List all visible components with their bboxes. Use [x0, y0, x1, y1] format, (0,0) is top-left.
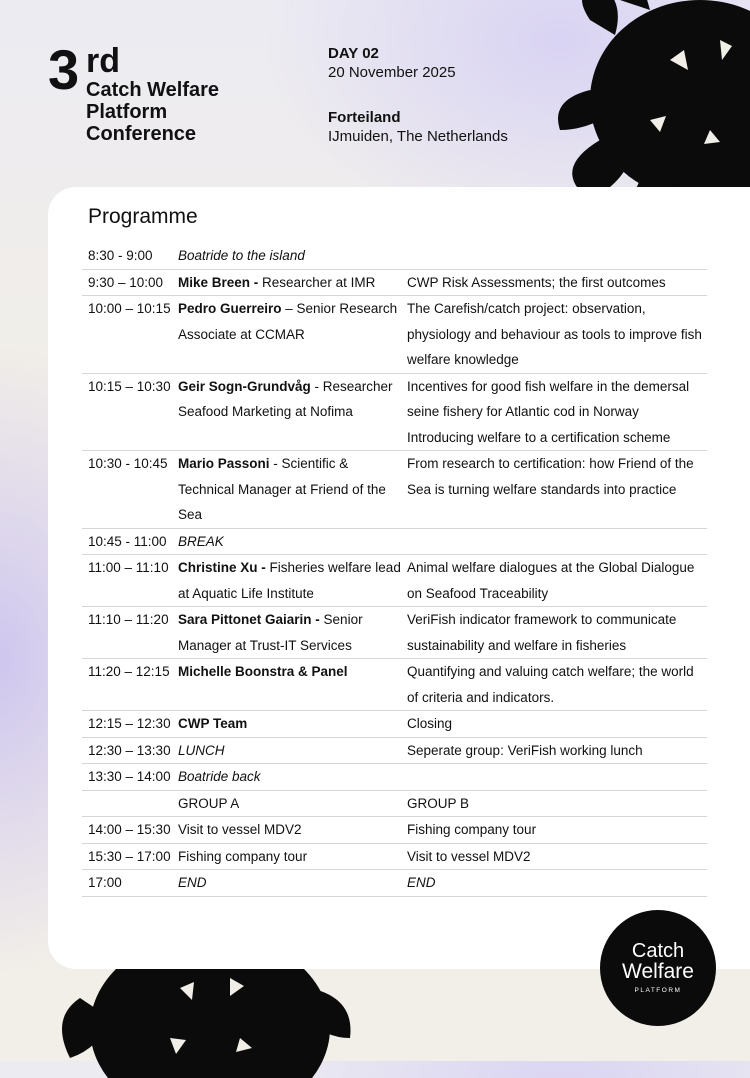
session-time: 14:00 – 15:30	[88, 822, 171, 837]
session-speaker	[178, 764, 407, 791]
speaker-role: – Senior Research Associate at CCMAR	[178, 301, 398, 342]
session-speaker	[178, 373, 407, 451]
session-speaker	[178, 555, 407, 607]
session-time: 11:10 – 11:20	[88, 612, 169, 627]
speaker-role: Boatride back	[178, 769, 261, 784]
session-time: 12:30 – 13:30	[88, 742, 171, 758]
venue-location: IJmuiden, The Netherlands	[328, 128, 508, 145]
speaker-role: - Scientific & Technical Manager at Friend of the Sea	[178, 456, 386, 522]
session-topic: From research to certification: how Friend of the Sea is turning welfare standards into practice	[407, 456, 694, 497]
programme-row	[82, 817, 707, 844]
programme-row	[82, 737, 707, 764]
speaker-name: Michelle Boonstra & Panel	[178, 664, 348, 679]
speaker-role: - Researcher Seafood Marketing at Nofima	[178, 378, 393, 419]
speaker-name: Mike Breen -	[178, 274, 259, 290]
session-time: 11:20 – 12:15	[88, 664, 170, 679]
session-time: 10:00 – 10:15	[88, 301, 171, 316]
session-time: 8:30 - 9:00	[88, 248, 153, 263]
programme-row	[82, 843, 707, 870]
session-topic: Closing	[407, 716, 453, 731]
venue-name: Forteiland	[328, 109, 401, 126]
speaker-role: BREAK	[178, 533, 224, 549]
programme-row	[82, 528, 707, 555]
speaker-name: Mario Passoni	[178, 456, 270, 471]
speaker-name: Christine Xu -	[178, 560, 266, 575]
session-speaker	[178, 528, 407, 555]
session-speaker	[178, 817, 407, 844]
speaker-role: Fishing company tour	[178, 848, 308, 864]
programme-row	[82, 764, 707, 791]
session-speaker	[178, 269, 407, 296]
session-time: 9:30 – 10:00	[88, 274, 164, 290]
programme-row	[82, 296, 707, 374]
logo-line-3: Conference	[86, 123, 197, 145]
speaker-name: Sara Pittonet Gaiarin -	[178, 612, 320, 627]
programme-row	[82, 711, 707, 738]
session-topic	[407, 764, 707, 791]
catch-welfare-platform-logo	[600, 910, 716, 1026]
session-topic: The Carefish/catch project: observation, physiology and behaviour as tools to improve fish welfare knowledge	[407, 301, 702, 367]
session-time	[82, 790, 178, 817]
speaker-role: Fisheries welfare lead at Aquatic Life Institute	[178, 560, 401, 601]
session-speaker	[178, 790, 407, 817]
session-speaker	[178, 737, 407, 764]
session-speaker	[178, 711, 407, 738]
session-topic: END	[407, 875, 436, 890]
speaker-role: GROUP A	[178, 795, 240, 811]
session-speaker	[178, 607, 407, 659]
session-time: 10:15 – 10:30	[88, 378, 171, 394]
session-topic: Visit to vessel MDV2	[407, 848, 531, 864]
programme-row	[82, 373, 707, 451]
session-topic: Fishing company tour	[407, 822, 537, 837]
badge-line-1: Catch	[631, 940, 685, 962]
session-topic: VeriFish indicator framework to communicate sustainability and welfare in fisheries	[407, 612, 677, 653]
speaker-role: LUNCH	[178, 742, 225, 758]
session-topic: GROUP B	[407, 795, 470, 811]
speaker-name: Pedro Guerreiro	[178, 301, 282, 316]
programme-row	[82, 269, 707, 296]
programme-row	[82, 451, 707, 529]
session-speaker	[178, 843, 407, 870]
programme-row	[82, 870, 707, 897]
event-info	[328, 44, 508, 146]
speaker-role: END	[178, 875, 207, 890]
speaker-role: Senior Manager at Trust-IT Services	[178, 612, 363, 653]
speaker-role: Visit to vessel MDV2	[178, 822, 302, 837]
logo-line-2: Platform	[86, 101, 168, 123]
session-topic	[407, 243, 707, 269]
programme-table	[82, 243, 707, 897]
session-topic	[407, 528, 707, 555]
logo-line-1: Catch Welfare	[86, 79, 220, 101]
session-time: 17:00	[88, 875, 122, 890]
programme-card	[48, 187, 750, 969]
session-topic: CWP Risk Assessments; the first outcomes	[407, 274, 666, 290]
speaker-role: Researcher at IMR	[258, 274, 376, 290]
speaker-name: CWP Team	[178, 716, 248, 731]
session-time: 10:30 - 10:45	[88, 456, 168, 471]
session-speaker	[178, 296, 407, 374]
session-topic: Incentives for good fish welfare in the demersal seine fishery for Atlantic cod in Norway Introducing welfare to a certification scheme	[407, 378, 690, 445]
session-speaker	[178, 659, 407, 711]
speaker-name: Geir Sogn-Grundvåg	[178, 378, 311, 394]
session-topic: Animal welfare dialogues at the Global Dialogue on Seafood Traceability	[407, 560, 695, 601]
badge-line-3: PLATFORM	[634, 987, 682, 994]
programme-row	[82, 790, 707, 817]
day-label: DAY 02	[328, 45, 379, 62]
session-speaker	[178, 451, 407, 529]
session-topic: Seperate group: VeriFish working lunch	[407, 742, 643, 758]
programme-row	[82, 607, 707, 659]
logo-number: 3	[48, 38, 78, 101]
session-time: 10:45 - 11:00	[88, 533, 167, 549]
session-time: 15:30 – 17:00	[88, 848, 171, 864]
logo-ordinal-suffix: rd	[86, 42, 120, 80]
session-topic: Quantifying and valuing catch welfare; the world of criteria and indicators.	[407, 664, 694, 705]
session-time: 13:30 – 14:00	[88, 769, 171, 784]
session-time: 11:00 – 11:10	[88, 560, 169, 575]
session-time: 12:15 – 12:30	[88, 716, 171, 731]
programme-row	[82, 243, 707, 269]
session-speaker	[178, 870, 407, 897]
speaker-role: Boatride to the island	[178, 248, 305, 263]
event-date: 20 November 2025	[328, 64, 456, 81]
programme-title: Programme	[88, 205, 198, 228]
programme-row	[82, 659, 707, 711]
session-speaker	[178, 243, 407, 269]
programme-row	[82, 555, 707, 607]
badge-line-2: Welfare	[622, 960, 694, 983]
